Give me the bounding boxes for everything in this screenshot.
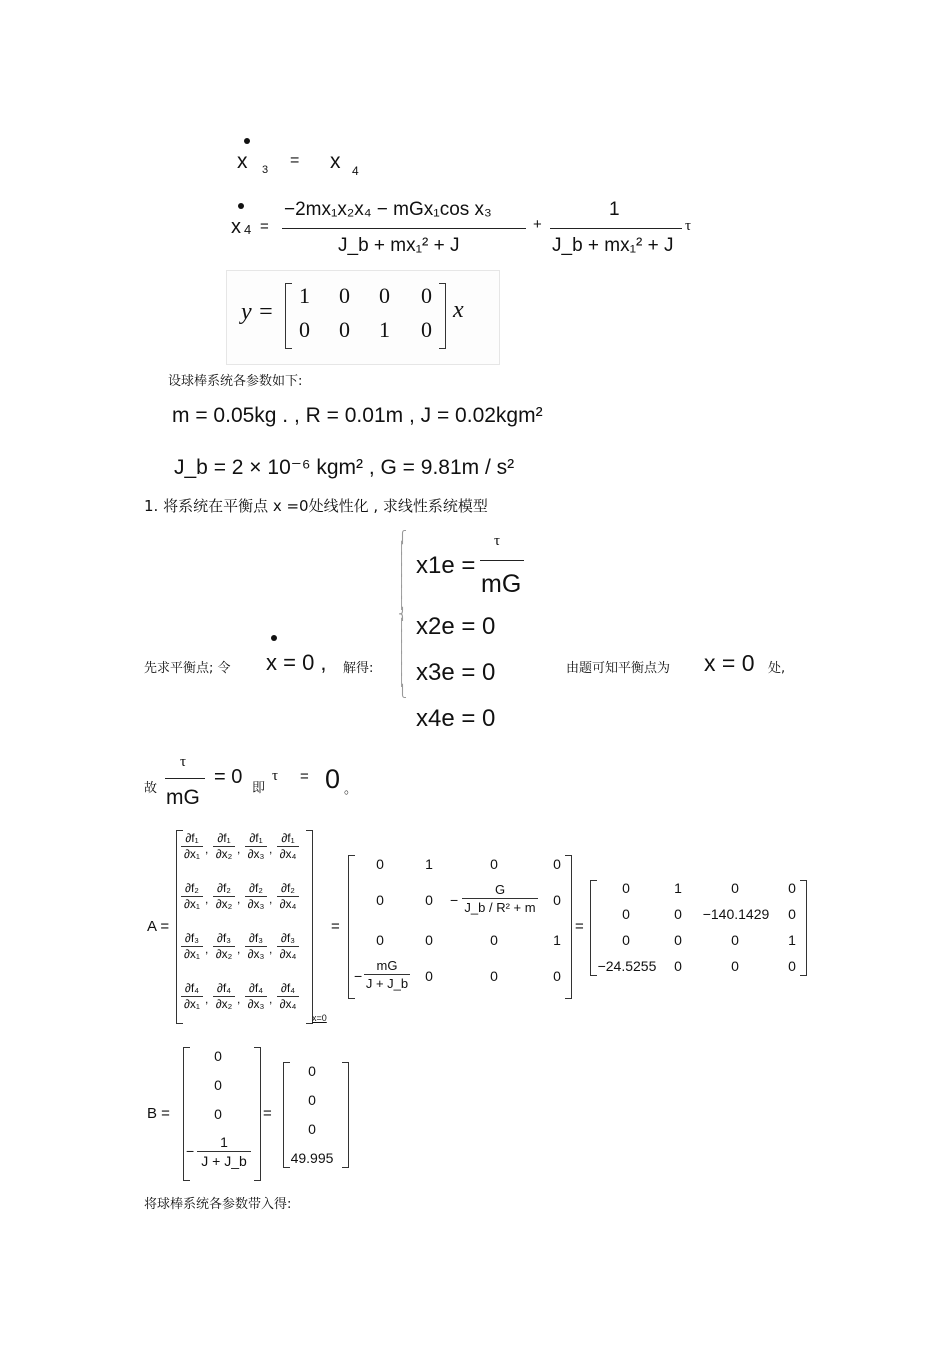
tau-zero: 0 [325,764,341,794]
fraction-denominator: J + J_b [201,1153,247,1169]
matrix-cell: 0 [490,856,498,872]
solve-label: 解得: [343,661,374,676]
matrix-cell: 0 [376,892,384,908]
minus-sign: − [354,968,363,984]
partial-derivative-f3-x3: ∂f₃ ∂x₃ [245,932,267,961]
x4e-row: x4e = 0 [416,705,496,732]
matrix-cell: 0 [788,958,796,974]
fraction-bar [165,778,205,779]
params-intro: 设球棒系统各参数如下: [168,374,303,389]
partial-derivative-f4-x3: ∂f₄ ∂x₃ [245,982,267,1011]
matrix-cell: 49.995 [290,1150,334,1166]
jacobian-bracket-right [306,830,313,1024]
equals-sign: = [260,218,269,235]
matrix-bracket-right [342,1062,349,1168]
matrix-cell: 0 [376,856,384,872]
mg-fraction [364,958,410,991]
x3-subscript: 3 [262,164,269,176]
x4-subscript: 4 [244,222,252,237]
separator-comma: , [237,942,241,956]
fraction-numerator: G [494,882,506,897]
matrix-cell: 0 [214,1106,222,1122]
equilibrium-known: 由题可知平衡点为 [566,661,671,676]
matrix-cell: 0 [421,283,432,308]
partial-derivative-f3-x4: ∂f₃ ∂x₄ [277,932,299,961]
matrix-cell: 0 [379,283,390,308]
partial-derivative-f3-x1: ∂f₃ ∂x₁ [181,932,203,961]
separator-comma: , [269,842,273,856]
matrix-cell: 0 [425,932,433,948]
partial-derivative-f1-x2: ∂f₁ ∂x₂ [213,832,235,861]
tau-symbol: τ [272,768,279,784]
matrix-cell: 0 [299,317,310,342]
partial-derivative-f1-x1: ∂f₁ ∂x₁ [181,832,203,861]
matrix-cell: 0 [553,892,561,908]
matrix-cell: 0 [622,932,630,948]
matrix-cell: 0 [622,880,630,896]
matrix-cell: 0 [425,892,433,908]
fraction-bar [480,560,524,561]
matrix-cell: 0 [731,932,739,948]
separator-comma: , [237,892,241,906]
fraction-bar [462,898,538,899]
matrix-cell: 0 [308,1121,316,1137]
partial-derivative-f2-x2: ∂f₂ ∂x₂ [213,882,235,911]
matrix-cell: 0 [421,317,432,342]
partial-derivative-f4-x2: ∂f₄ ∂x₂ [213,982,235,1011]
partial-derivative-f1-x4: ∂f₁ ∂x₄ [277,832,299,861]
matrix-cell: 0 [674,932,682,948]
sentence-end: 。 [344,782,358,797]
fraction-bar [364,974,410,975]
fraction-bar [197,1151,251,1152]
equals-sign: = [263,1105,272,1122]
matrix-cell: 0 [490,968,498,984]
matrix-cell: 1 [553,932,561,948]
plus-sign: + [533,216,542,233]
matrix-cell: 0 [622,906,630,922]
minus-sign: − [186,1143,195,1159]
fraction-numerator: 1 [609,199,620,220]
partial-derivative-f2-x1: ∂f₂ ∂x₁ [181,882,203,911]
matrix-cell: 1 [299,283,310,308]
separator-comma: , [237,992,241,1006]
tau-symbol: τ [685,218,692,234]
matrix-cell: 0 [339,317,350,342]
separator-comma: , [205,992,209,1006]
therefore-denominator: mG [166,786,200,809]
matrix-cell: 0 [425,968,433,984]
fraction-bar [550,228,682,229]
therefore-ji: 即 [252,781,266,796]
equals-sign: = [331,918,340,935]
fraction-numerator: −2mx₁x₂x₄ − mGx₁cos x₃ [284,199,492,220]
matrix-a-label: A = [147,918,170,935]
fraction-numerator: 1 [220,1134,228,1150]
matrix-b-label: B = [147,1105,170,1122]
system-brace: ⎧ │ │ │ │ │ │ ⎨ │ │ │ │ │ │ ⎩ [398,530,407,698]
equilibrium-end: 处, [768,661,786,676]
matrix-cell: 1 [788,932,796,948]
separator-comma: , [269,892,273,906]
fraction-bar [282,228,526,229]
x1e-denominator: mG [481,570,522,598]
matrix-cell: 0 [553,856,561,872]
x1e-numerator: τ [494,533,501,549]
separator-comma: , [205,892,209,906]
params-line-2: J_b = 2 × 10⁻⁶ kgm² , G = 9.81m / s² [174,456,515,479]
matrix-cell: 1 [379,317,390,342]
matrix-cell: 0 [674,906,682,922]
matrix-bracket-left [183,1047,190,1181]
matrix-cell: 0 [308,1092,316,1108]
matrix-bracket-right [565,855,572,999]
equals-sign: = [575,918,584,935]
x1e-label: x1e = [416,552,476,579]
derivative-dot [244,138,250,144]
separator-comma: , [205,942,209,956]
x3-symbol: x [237,150,248,173]
partial-derivative-f4-x4: ∂f₄ ∂x₄ [277,982,299,1011]
matrix-cell: 0 [553,968,561,984]
partial-derivative-f4-x1: ∂f₄ ∂x₁ [181,982,203,1011]
y-equals: y = [241,299,274,325]
separator-comma: , [237,842,241,856]
fraction-denominator: J_b / R² + m [464,900,536,915]
task-1-heading: 1. 将系统在平衡点 x =0处线性化 , 求线性系统模型 [144,497,488,515]
params-line-1: m = 0.05kg . , R = 0.01m , J = 0.02kgm² [172,404,543,427]
matrix-cell: 0 [376,932,384,948]
fraction-denominator: J + J_b [365,976,409,991]
minus-sign: − [450,892,459,908]
g-fraction [462,882,538,915]
therefore-eq0: = 0 [214,766,243,788]
matrix-cell: 0 [788,880,796,896]
equilibrium-intro: 先求平衡点; 令 [144,661,231,676]
fraction-numerator: mG [376,958,398,973]
matrix-cell: 1 [425,856,433,872]
separator-comma: , [269,942,273,956]
matrix-bracket-right [254,1047,261,1181]
matrix-cell: 0 [214,1048,222,1064]
matrix-bracket-right [439,283,446,349]
separator-comma: , [205,842,209,856]
partial-derivative-f3-x2: ∂f₃ ∂x₂ [213,932,235,961]
matrix-cell: −24.5255 [597,958,657,974]
partial-derivative-f1-x3: ∂f₁ ∂x₃ [245,832,267,861]
therefore-numerator: τ [180,754,187,770]
evaluation-point: x=0 [312,1013,327,1023]
matrix-bracket-left [285,283,292,349]
x3e-row: x3e = 0 [416,659,496,686]
equals-sign: = [290,152,300,169]
x4-subscript: 4 [352,164,359,178]
partial-derivative-f2-x4: ∂f₂ ∂x₄ [277,882,299,911]
therefore-word: 故 [144,781,158,796]
x2e-row: x2e = 0 [416,613,496,640]
output-equation [226,270,500,365]
matrix-bracket-right [800,880,807,976]
x4-symbol: x [330,150,341,173]
matrix-cell: 0 [339,283,350,308]
x4-symbol: x [231,216,241,238]
closing-text: 将球棒系统各参数带入得: [144,1197,292,1212]
matrix-cell: 0 [731,880,739,896]
derivative-dot [271,635,277,641]
matrix-cell: 0 [308,1063,316,1079]
fraction-denominator: J_b + mx₁² + J [338,235,460,256]
equilibrium-value: x = 0 [704,650,755,676]
matrix-cell: −140.1429 [702,906,770,922]
x-vector: x [453,297,464,323]
equilibrium-condition: x = 0 , [266,650,327,675]
matrix-cell: 0 [214,1077,222,1093]
fraction-denominator: J_b + mx₁² + J [552,235,674,256]
matrix-cell: 0 [788,906,796,922]
separator-comma: , [269,992,273,1006]
matrix-cell: 0 [490,932,498,948]
b-fraction [197,1134,251,1169]
matrix-cell: 1 [674,880,682,896]
derivative-dot [238,203,244,209]
matrix-cell: 0 [731,958,739,974]
equals-sign: = [300,768,309,785]
partial-derivative-f2-x3: ∂f₂ ∂x₃ [245,882,267,911]
matrix-cell: 0 [674,958,682,974]
